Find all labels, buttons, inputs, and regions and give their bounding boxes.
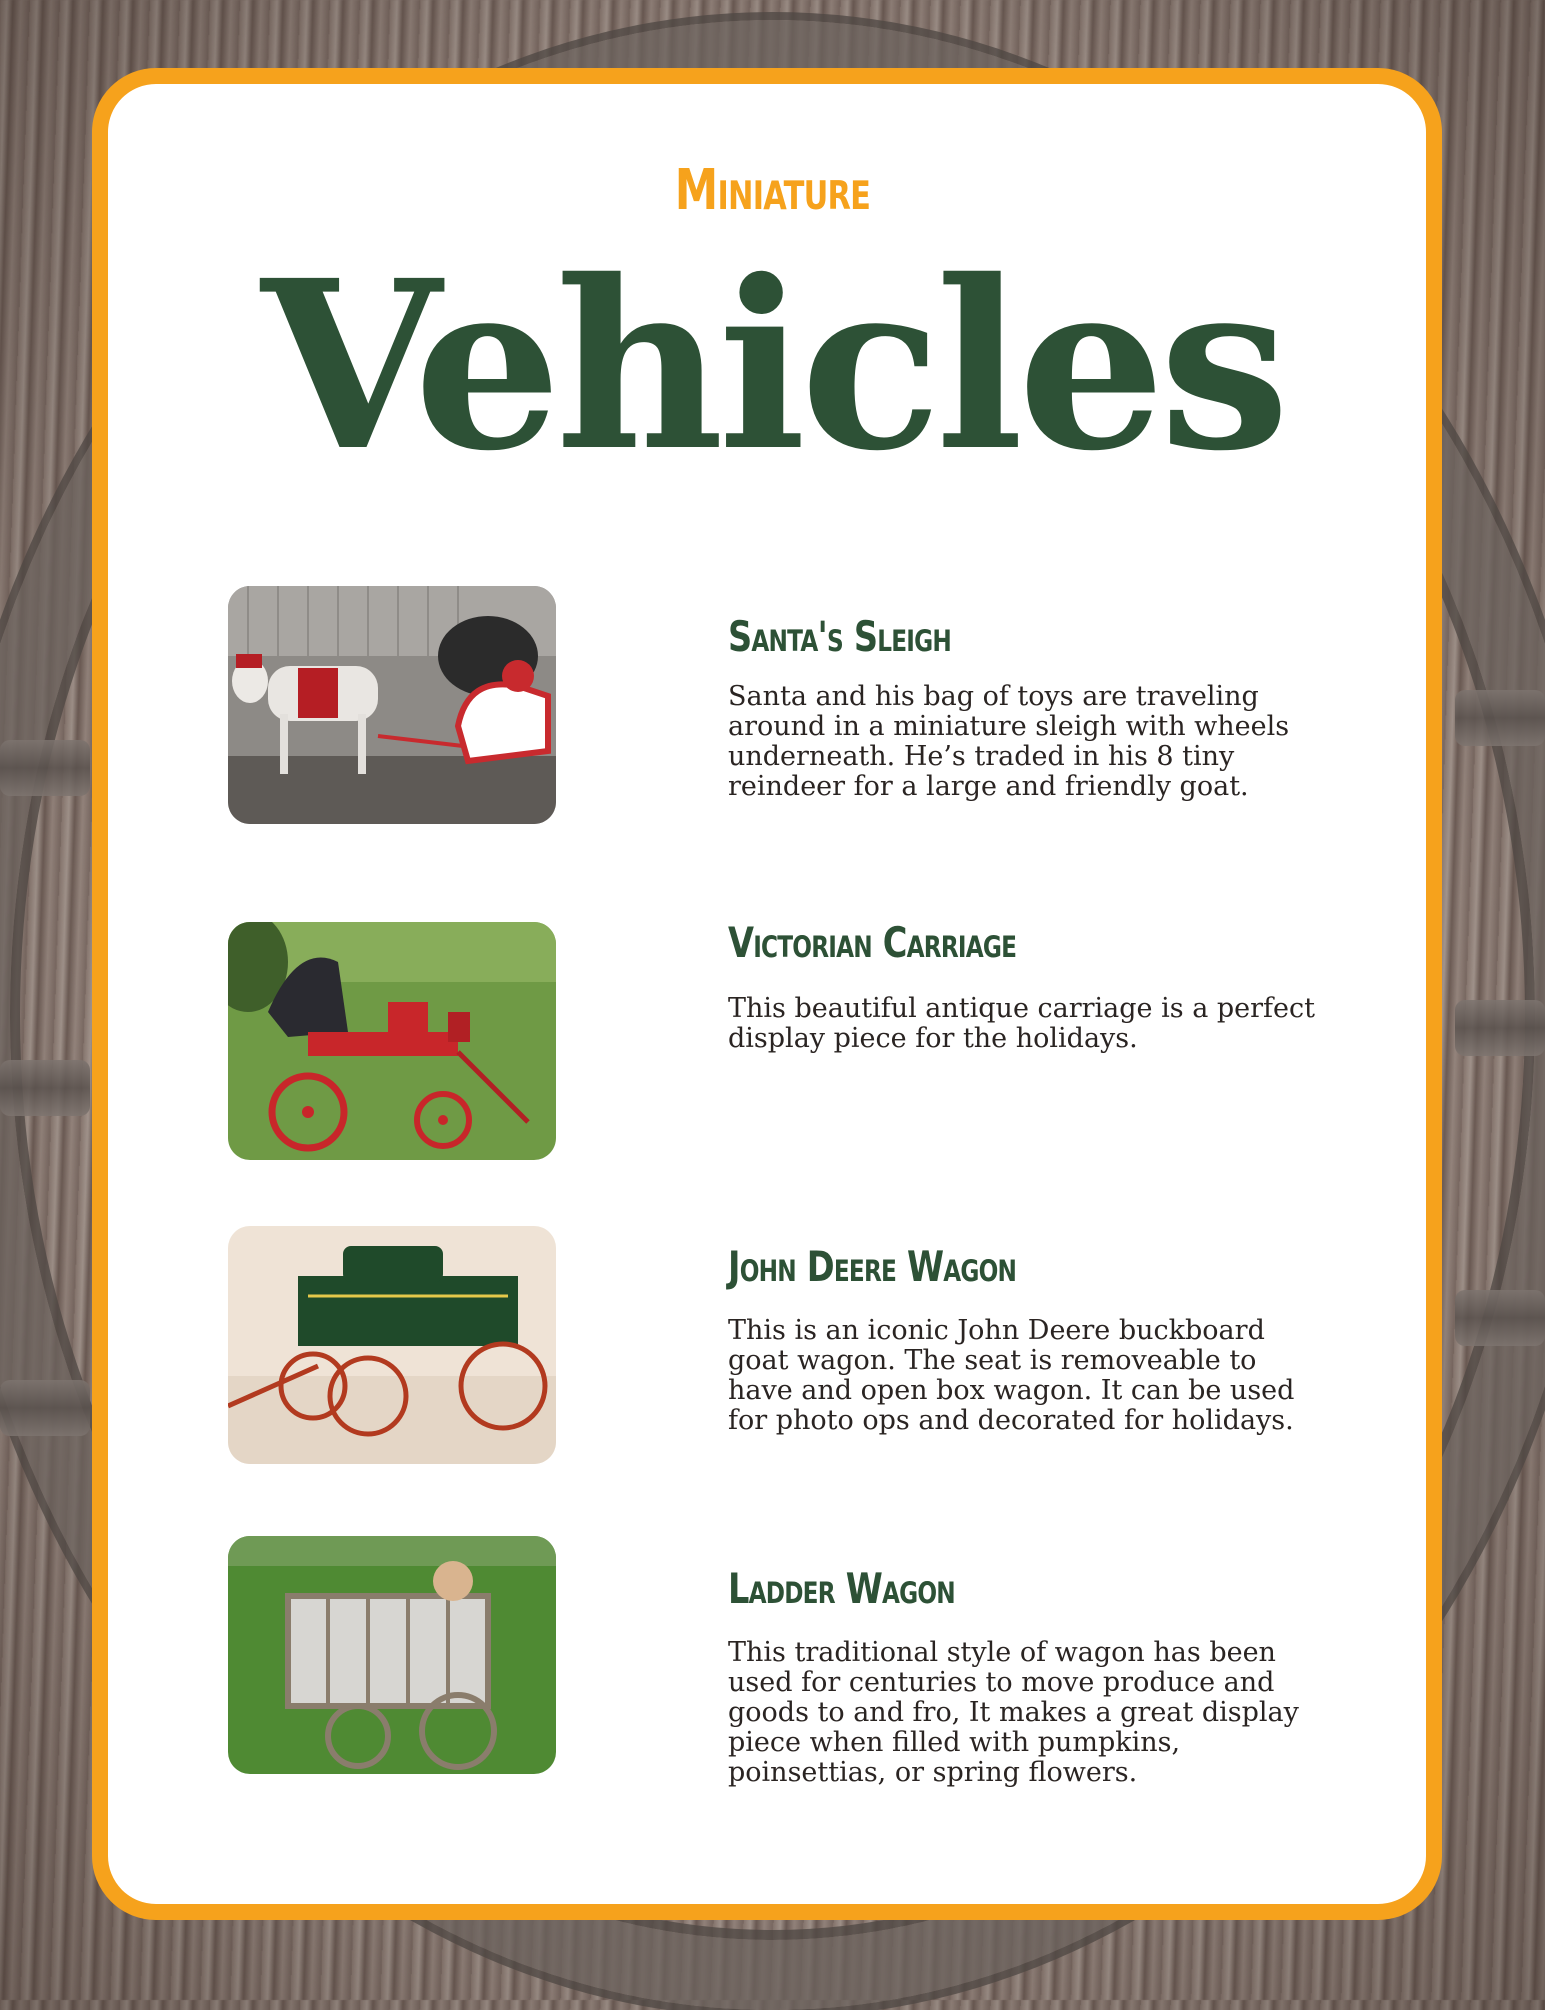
item-title-john-deere-wagon: John Deere Wagon <box>728 1242 1017 1291</box>
ladder-wagon-photo <box>228 1536 556 1774</box>
item-description-john-deere-wagon: This is an iconic John Deere buckboard goat wagon. The seat is removeable to have and open box wagon. It can be used for photo ops and decorated for holidays. <box>728 1315 1295 1436</box>
item-description-santas-sleigh: Santa and his bag of toys are traveling around in a miniature sleigh with wheels underneath. He’s traded in his 8 tiny reindeer for a large and friendly goat. <box>728 681 1290 802</box>
item-description-victorian-carriage: This beautiful antique carriage is a perfect display piece for the holidays. <box>728 993 1315 1054</box>
item-title-victorian-carriage: Victorian Carriage <box>728 918 1017 967</box>
goat-sleigh-photo <box>228 586 556 824</box>
item-title-ladder-wagon: Ladder Wagon <box>728 1564 955 1613</box>
item-description-ladder-wagon: This traditional style of wagon has been used for centuries to move produce and goods to and fro, It makes a great display piece when filled with pumpkins, poinsettias, or spring flowers. <box>728 1637 1299 1788</box>
item-title-santas-sleigh: Santa's Sleigh <box>728 612 951 661</box>
red-carriage-photo <box>228 922 556 1160</box>
page-supertitle: Miniature <box>674 158 871 223</box>
green-wagon-photo <box>228 1226 556 1464</box>
page-title: Vehicles <box>261 229 1284 502</box>
